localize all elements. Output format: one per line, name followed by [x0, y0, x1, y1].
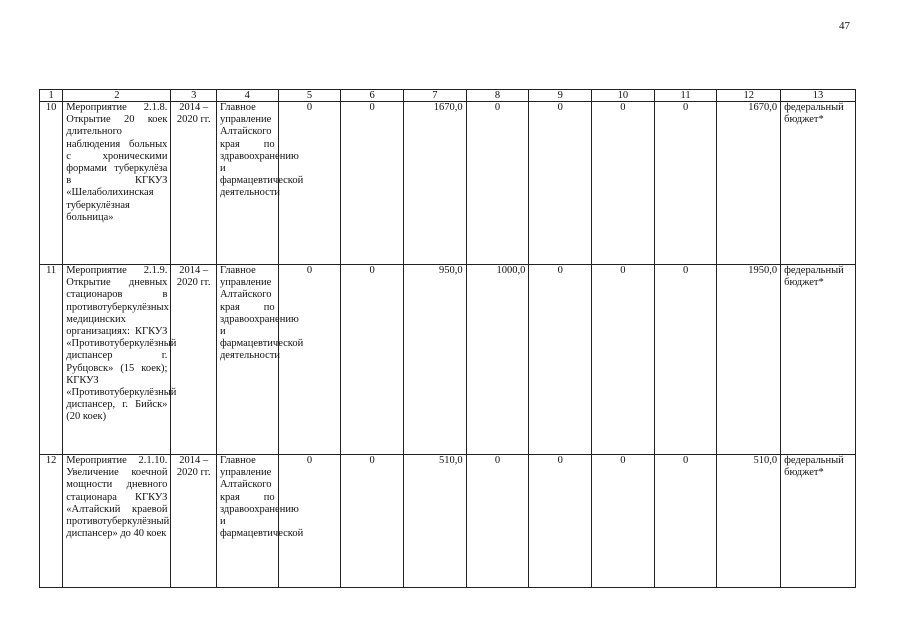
value-cell: 0	[654, 102, 717, 265]
row-number: 11	[40, 265, 63, 455]
column-header: 9	[529, 90, 592, 102]
value-cell: 0	[466, 102, 529, 265]
column-header: 12	[717, 90, 781, 102]
value-cell: 0	[592, 455, 655, 588]
page-number: 47	[839, 20, 850, 32]
value-cell: 0	[529, 102, 592, 265]
value-cell: 0	[341, 265, 404, 455]
funding-source: федеральный бюджет*	[781, 102, 856, 265]
responsible-body: Главное управление Алтайского края по здравоохранению и фармацевтической деятельности	[216, 102, 278, 265]
value-cell: 0	[278, 265, 341, 455]
value-cell: 1670,0	[403, 102, 466, 265]
funding-source: федеральный бюджет*	[781, 265, 856, 455]
activity-description: Мероприятие 2.1.10. Увеличение коечной мощности дневного стационара КГКУЗ «Алтайский краевой противотуберкулёзный диспансер» до 40 коек	[63, 455, 171, 588]
column-header: 3	[171, 90, 217, 102]
column-header: 4	[216, 90, 278, 102]
responsible-body: Главное управление Алтайского края по здравоохранению и фармацевтической деятельности	[216, 265, 278, 455]
total-cell: 510,0	[717, 455, 781, 588]
program-activities-table	[39, 89, 856, 588]
value-cell: 510,0	[403, 455, 466, 588]
column-header: 1	[40, 90, 63, 102]
column-header: 6	[341, 90, 404, 102]
value-cell: 0	[529, 455, 592, 588]
total-cell: 1670,0	[717, 102, 781, 265]
column-header: 11	[654, 90, 717, 102]
column-header: 13	[781, 90, 856, 102]
value-cell: 1000,0	[466, 265, 529, 455]
value-cell: 950,0	[403, 265, 466, 455]
table-row	[40, 265, 856, 455]
total-cell: 1950,0	[717, 265, 781, 455]
value-cell: 0	[278, 455, 341, 588]
responsible-body: Главное управление Алтайского края по здравоохранению и фармацевтической	[216, 455, 278, 588]
table-row	[40, 102, 856, 265]
value-cell: 0	[341, 102, 404, 265]
activity-period: 2014 – 2020 гг.	[171, 455, 217, 588]
column-header: 10	[592, 90, 655, 102]
column-header: 7	[403, 90, 466, 102]
value-cell: 0	[466, 455, 529, 588]
value-cell: 0	[592, 265, 655, 455]
header-row	[40, 90, 856, 102]
activity-description: Мероприятие 2.1.8. Открытие 20 коек длительного наблюдения больных с хроническими формами туберкулёза в КГКУЗ «Шелаболихинская туберкулёзная больница»	[63, 102, 171, 265]
funding-source: федеральный бюджет*	[781, 455, 856, 588]
column-header: 2	[63, 90, 171, 102]
activity-description: Мероприятие 2.1.9. Открытие дневных стационаров в противотуберкулёзных медицинских организациях: КГКУЗ «Противотуберкулёзный диспансер г. Рубцовск» (15 коек); КГКУЗ «Противотуберкулёзный диспансер, г. Бийск» (20 коек)	[63, 265, 171, 455]
column-header: 8	[466, 90, 529, 102]
row-number: 10	[40, 102, 63, 265]
activity-period: 2014 – 2020 гг.	[171, 265, 217, 455]
value-cell: 0	[654, 455, 717, 588]
table-row	[40, 455, 856, 588]
column-header: 5	[278, 90, 341, 102]
value-cell: 0	[278, 102, 341, 265]
row-number: 12	[40, 455, 63, 588]
value-cell: 0	[529, 265, 592, 455]
activity-period: 2014 – 2020 гг.	[171, 102, 217, 265]
value-cell: 0	[654, 265, 717, 455]
value-cell: 0	[592, 102, 655, 265]
value-cell: 0	[341, 455, 404, 588]
